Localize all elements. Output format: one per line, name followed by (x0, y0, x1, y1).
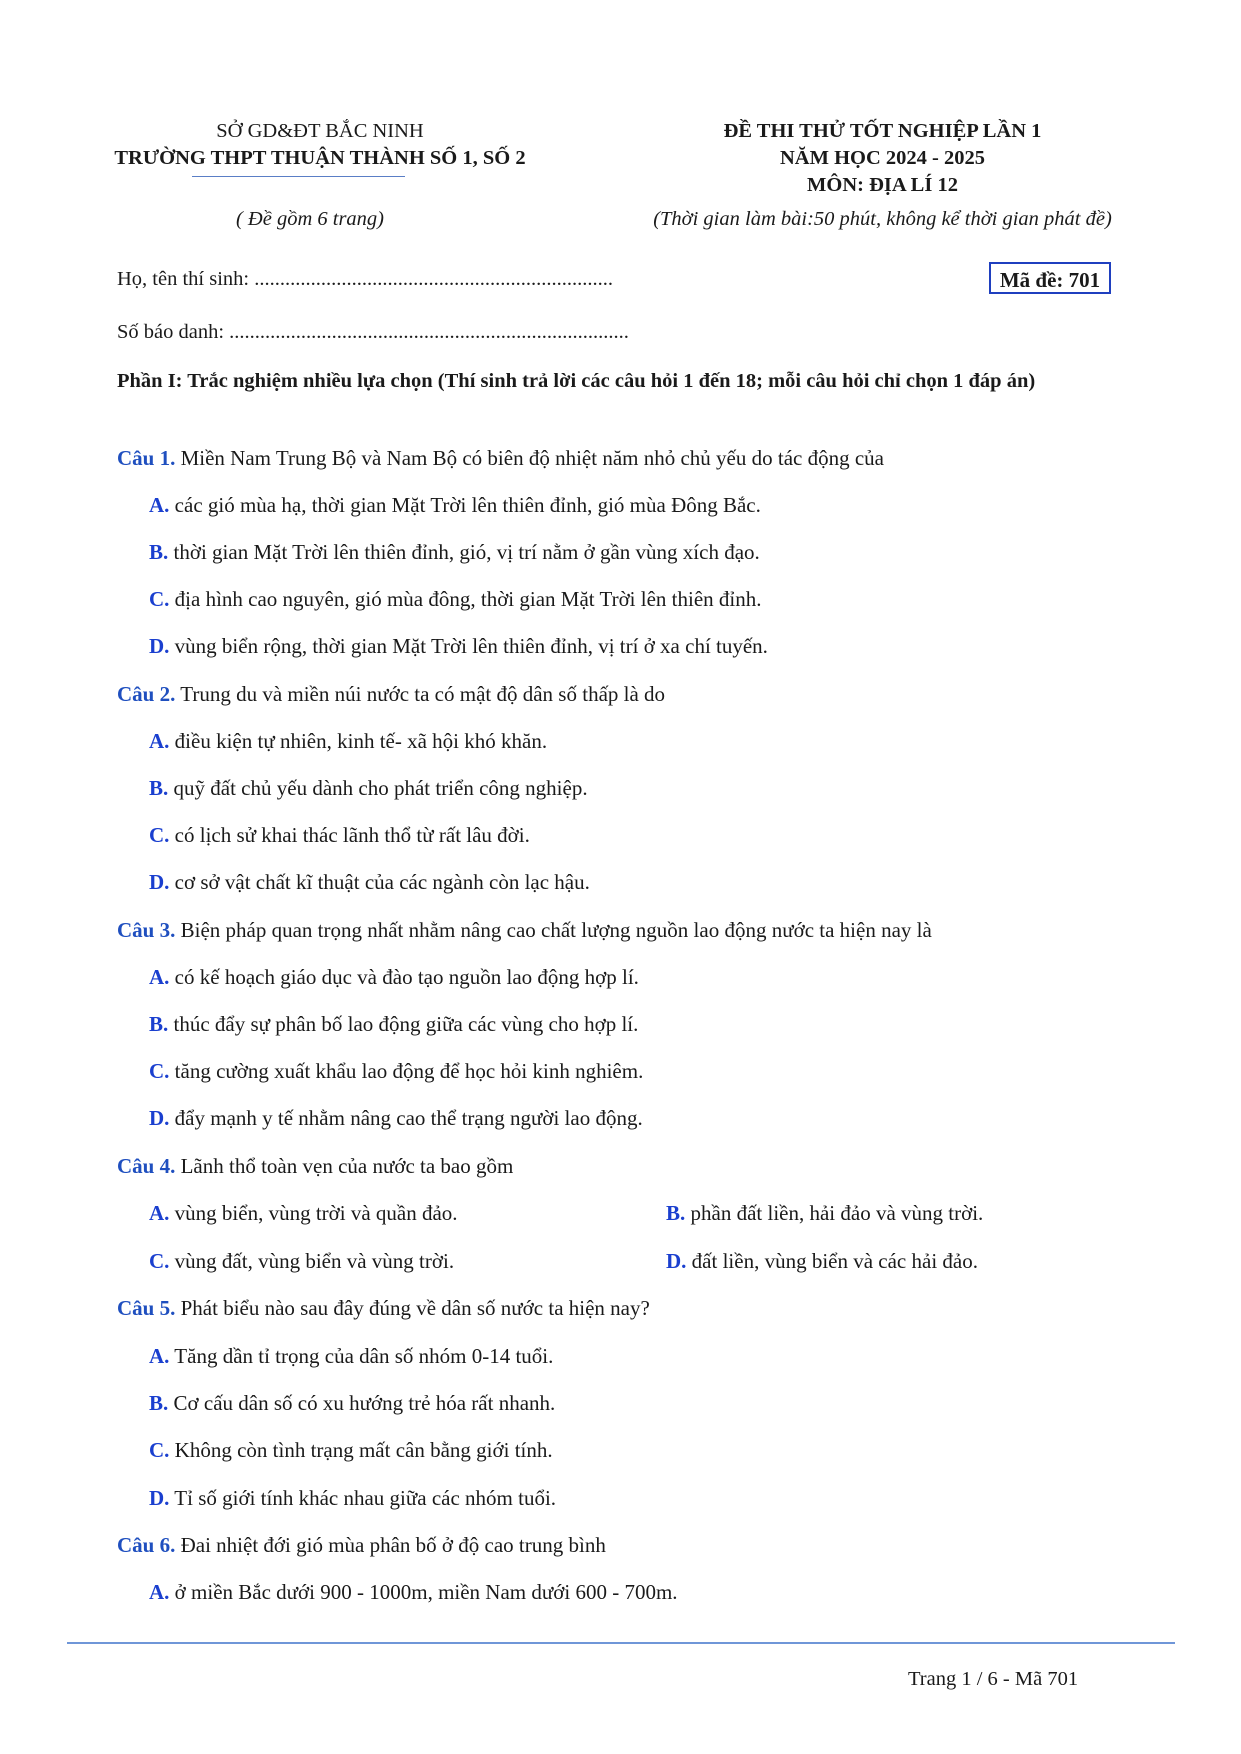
option-5a (149, 1344, 553, 1369)
option-1b (149, 540, 760, 565)
option-text: có lịch sử khai thác lãnh thổ từ rất lâu đời. (174, 823, 530, 847)
option-label: B. (149, 776, 169, 800)
question-text: Miền Nam Trung Bộ và Nam Bộ có biên độ nhiệt năm nhỏ chủ yếu do tác động của (180, 446, 884, 470)
option-text: có kế hoạch giáo dục và đào tạo nguồn lao động hợp lí. (174, 965, 639, 989)
question-text: Lãnh thổ toàn vẹn của nước ta bao gồm (180, 1154, 514, 1178)
option-text: Tăng dần tỉ trọng của dân số nhóm 0-14 tuổi. (174, 1344, 554, 1368)
option-text: điều kiện tự nhiên, kinh tế- xã hội khó khăn. (174, 729, 548, 753)
option-text: Không còn tình trạng mất cân bằng giới tính. (174, 1438, 553, 1462)
option-label: A. (149, 493, 170, 517)
part-heading: Phần I: Trắc nghiệm nhiều lựa chọn (Thí sinh trả lời các câu hỏi 1 đến 18; mỗi câu hỏi chỉ chọn 1 đáp án) (117, 370, 1036, 392)
option-1a (149, 493, 761, 518)
page-footer: Trang 1 / 6 - Mã 701 (908, 1668, 1079, 1690)
option-label: D. (149, 870, 170, 894)
option-text: thúc đẩy sự phân bố lao động giữa các vùng cho hợp lí. (173, 1012, 639, 1036)
question-label: Câu 1. (117, 446, 176, 470)
option-4a (149, 1201, 458, 1226)
option-label: C. (149, 1438, 170, 1462)
school-underline (192, 176, 405, 177)
option-label: B. (149, 1012, 169, 1036)
option-label: D. (149, 1486, 170, 1510)
exam-title: ĐỀ THI THỬ TỐT NGHIỆP LẦN 1 (723, 120, 1042, 142)
question-3 (117, 918, 932, 943)
footer-divider (67, 1642, 1175, 1644)
option-text: vùng biển rộng, thời gian Mặt Trời lên thiên đỉnh, vị trí ở xa chí tuyến. (174, 634, 768, 658)
option-label: A. (149, 1344, 170, 1368)
option-3c (149, 1059, 643, 1084)
option-text: địa hình cao nguyên, gió mùa đông, thời gian Mặt Trời lên thiên đỉnh. (174, 587, 762, 611)
school-year: NĂM HỌC 2024 - 2025 (780, 147, 985, 169)
option-text: vùng đất, vùng biển và vùng trời. (174, 1249, 455, 1273)
question-text: Phát biểu nào sau đây đúng về dân số nước ta hiện nay? (180, 1296, 650, 1320)
option-text: đất liền, vùng biển và các hải đảo. (691, 1249, 978, 1273)
option-label: B. (666, 1201, 686, 1225)
option-text: Cơ cấu dân số có xu hướng trẻ hóa rất nhanh. (173, 1391, 556, 1415)
option-text: tăng cường xuất khẩu lao động để học hỏi kinh nghiêm. (174, 1059, 644, 1083)
option-label: C. (149, 1059, 170, 1083)
school-name: TRƯỜNG THPT THUẬN THÀNH SỐ 1, SỐ 2 (114, 147, 526, 169)
option-text: cơ sở vật chất kĩ thuật của các ngành còn lạc hậu. (174, 870, 590, 894)
option-2d (149, 870, 590, 895)
option-label: D. (149, 1106, 170, 1130)
dept-name: SỞ GD&ĐT BẮC NINH (216, 120, 424, 142)
question-label: Câu 5. (117, 1296, 176, 1320)
question-text: Đai nhiệt đới gió mùa phân bố ở độ cao trung bình (180, 1533, 606, 1557)
question-label: Câu 4. (117, 1154, 176, 1178)
question-text: Biện pháp quan trọng nhất nhằm nâng cao chất lượng nguồn lao động nước ta hiện nay là (180, 918, 932, 942)
time-note: (Thời gian làm bài:50 phút, không kể thời gian phát đề) (653, 208, 1112, 230)
option-4c (149, 1249, 454, 1274)
option-label: D. (149, 634, 170, 658)
exam-code-box: Mã đề: 701 (989, 262, 1111, 294)
question-label: Câu 6. (117, 1533, 176, 1557)
option-text: các gió mùa hạ, thời gian Mặt Trời lên thiên đỉnh, gió mùa Đông Bắc. (174, 493, 761, 517)
option-5d (149, 1486, 556, 1511)
option-label: A. (149, 729, 170, 753)
question-text: Trung du và miền núi nước ta có mật độ dân số thấp là do (180, 682, 666, 706)
option-label: C. (149, 1249, 170, 1273)
option-text: vùng biển, vùng trời và quần đảo. (174, 1201, 458, 1225)
question-2 (117, 682, 665, 707)
option-1d (149, 634, 768, 659)
option-label: C. (149, 587, 170, 611)
question-label: Câu 3. (117, 918, 176, 942)
option-6a (149, 1580, 678, 1605)
option-text: phần đất liền, hải đảo và vùng trời. (690, 1201, 984, 1225)
option-4d (666, 1249, 978, 1274)
option-2a (149, 729, 547, 754)
question-5 (117, 1296, 650, 1321)
option-3d (149, 1106, 643, 1131)
option-text: đẩy mạnh y tế nhằm nâng cao thể trạng người lao động. (174, 1106, 643, 1130)
subject: MÔN: ĐỊA LÍ 12 (807, 174, 958, 196)
option-label: A. (149, 1580, 170, 1604)
option-label: A. (149, 1201, 170, 1225)
question-1 (117, 446, 884, 471)
option-text: ở miền Bắc dưới 900 - 1000m, miền Nam dưới 600 - 700m. (174, 1580, 678, 1604)
pages-note: ( Đề gồm 6 trang) (235, 208, 385, 230)
candidate-name-field: Họ, tên thí sinh: ...................................................................... (117, 268, 613, 290)
candidate-number-field: Số báo danh: .............................................................................. (117, 321, 629, 343)
option-label: A. (149, 965, 170, 989)
option-1c (149, 587, 762, 612)
option-label: B. (149, 540, 169, 564)
option-3a (149, 965, 639, 990)
option-5c (149, 1438, 553, 1463)
option-2b (149, 776, 588, 801)
option-label: B. (149, 1391, 169, 1415)
question-4 (117, 1154, 513, 1179)
header-left (40, 118, 600, 172)
header-right (600, 118, 1165, 199)
option-text: Tỉ số giới tính khác nhau giữa các nhóm tuổi. (174, 1486, 557, 1510)
option-text: quỹ đất chủ yếu dành cho phát triển công nghiệp. (173, 776, 588, 800)
option-4b (666, 1201, 983, 1226)
option-label: D. (666, 1249, 687, 1273)
option-5b (149, 1391, 555, 1416)
question-label: Câu 2. (117, 682, 176, 706)
question-6 (117, 1533, 606, 1558)
option-2c (149, 823, 530, 848)
option-3b (149, 1012, 638, 1037)
option-text: thời gian Mặt Trời lên thiên đỉnh, gió, vị trí nằm ở gần vùng xích đạo. (173, 540, 760, 564)
option-label: C. (149, 823, 170, 847)
